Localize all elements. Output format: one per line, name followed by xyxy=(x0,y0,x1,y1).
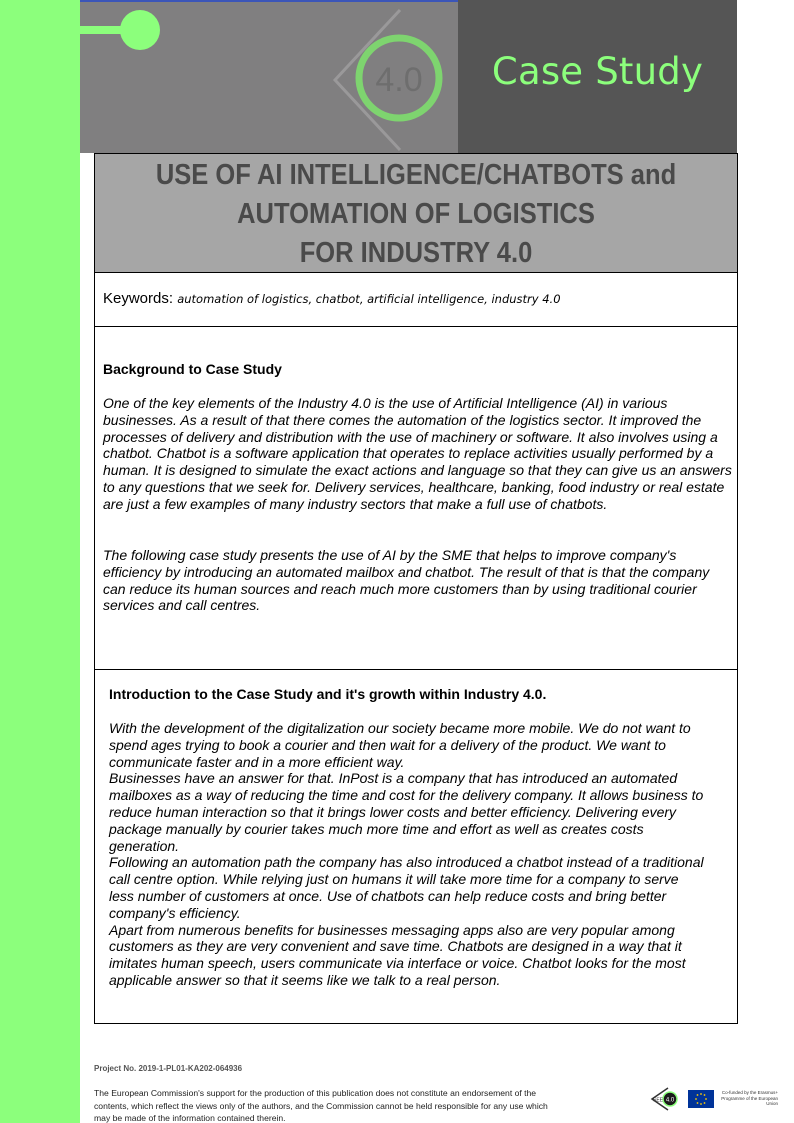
document-title-cell xyxy=(95,154,737,273)
introduction-body xyxy=(109,720,704,989)
document-title-line-1: USE OF AI INTELLIGENCE/CHATBOTS and xyxy=(155,159,677,191)
project-number: Project No. 2019-1-PL01-KA202-064936 xyxy=(94,1064,243,1073)
eu-disclaimer: The European Commission's support for the production of this publication does not constitute an endorsement of the contents, which reflect the views only of the authors, and the Commission cannot be held responsible for any use which may be made of the information contained therein. xyxy=(94,1088,548,1123)
keywords-cell xyxy=(95,273,737,327)
background-paragraph-1: One of the key elements of the Industry 4.0 is the use of Artificial Intelligence (AI) in various businesses. As a result of that there comes the automation of the logistics sector. It improved the processes of delivery and distribution with the use of machinery or software. It also involves using a chatbot. Chatbot is a software application that operates to replace activities usually performed by a human. It is designed to simulate the exact actions and language so that they can give us an answers to any questions that we seek for. Delivery services, healthcare, banking, food industry or real estate are just a few examples of many industry sectors that make a full use of chatbots. xyxy=(103,395,732,512)
keywords-value: automation of logistics, chatbot, artificial intelligence, industry 4.0 xyxy=(177,292,561,306)
eu-flag-icon xyxy=(688,1090,714,1108)
background-paragraph-2: The following case study presents the use of AI by the SME that helps to improve company's efficiency by introducing an automated mailbox and chatbot. The result of that is that the company can reduce its human sources and reach much more customers than by using traditional courier services and call centres. xyxy=(103,547,710,614)
document-title-line-3: FOR INDUSTRY 4.0 xyxy=(299,237,533,269)
document-title-line-2: AUTOMATION OF LOGISTICS xyxy=(237,198,595,230)
introduction-heading: Introduction to the Case Study and it's growth within Industry 4.0. xyxy=(109,686,547,702)
industry-badge-text: 4.0 xyxy=(375,61,423,99)
introduction-paragraph: Following an automation path the company has also introduced a chatbot instead of a traditional call centre option. While relying just on humans it will take more time for a company to serve less number of customers at once. Use of chatbots can help reduce costs and bring better company's efficiency. xyxy=(109,854,704,921)
background-cell xyxy=(95,327,737,670)
introduction-paragraph: Apart from numerous benefits for businesses messaging apps also are very popular among customers as they are very convenient and save time. Chatbots are designed in a way that it imitates human speech, users communicate via interface or voice. Chatbot looks for the most applicable answer so that it seems like we talk to a real person. xyxy=(109,921,686,988)
header-decoration xyxy=(80,0,458,153)
keywords-label: Keywords: xyxy=(103,290,174,307)
introduction-paragraph: Businesses have an answer for that. InPost is a company that has introduced an automated mailboxes as a way of reducing the time and cost for the delivery company. It allows business to reduce human interaction so that it brings lower costs and better efficiency. Delivering every package manually by courier takes much more time and effort as well as creates costs generation. xyxy=(109,770,704,854)
eu-cofunded-text: Co-funded by the Erasmus+ Programme of the European Union xyxy=(721,1090,778,1107)
see-logo-text: SEE xyxy=(652,1097,664,1104)
background-heading: Background to Case Study xyxy=(103,361,282,377)
case-study-table xyxy=(94,153,738,1024)
left-green-strip xyxy=(0,0,80,1123)
case-study-title: Case Study xyxy=(491,50,704,93)
introduction-cell xyxy=(95,670,737,1025)
node-dot-icon xyxy=(120,10,160,50)
introduction-paragraph: With the development of the digitalization our society became more mobile. We do not want to spend ages trying to book a courier and then wait for a delivery of the product. We want to communicate faster and in a more efficient way. xyxy=(109,720,691,770)
see-logo-badge: 4.0 xyxy=(665,1097,675,1104)
see-logo-icon xyxy=(646,1086,680,1112)
